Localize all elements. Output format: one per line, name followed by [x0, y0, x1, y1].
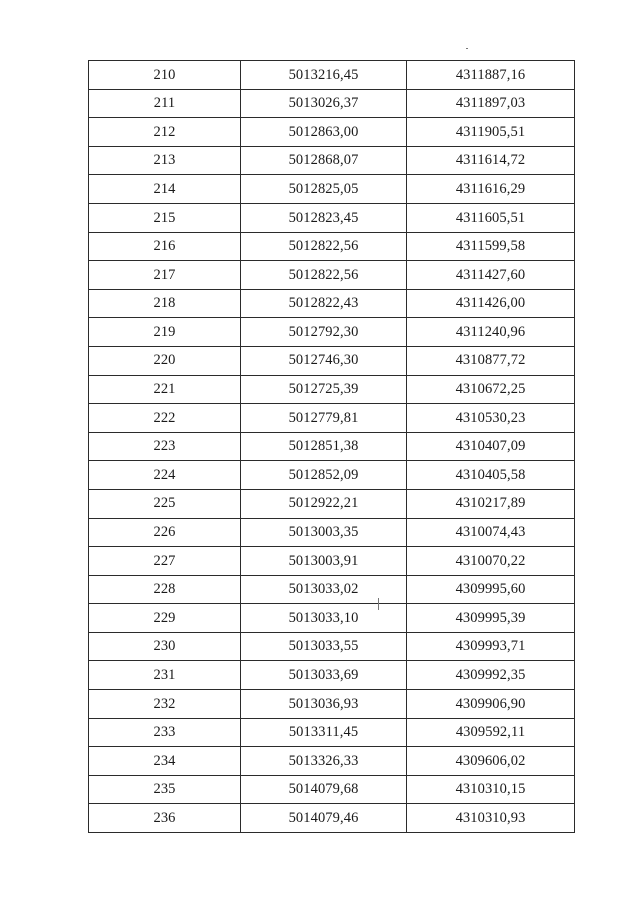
table-row	[89, 804, 575, 833]
x-coordinate-cell: 5012779,81	[241, 404, 407, 433]
x-coordinate-cell: 5013033,10	[241, 604, 407, 633]
x-coordinate-cell: 5012922,21	[241, 489, 407, 518]
x-coordinate-cell: 5012822,56	[241, 232, 407, 261]
point-number-cell: 222	[89, 404, 241, 433]
x-coordinate-cell: 5013003,35	[241, 518, 407, 547]
point-number-cell: 235	[89, 775, 241, 804]
y-coordinate-cell: 4311616,29	[407, 175, 575, 204]
y-coordinate-cell: 4310877,72	[407, 346, 575, 375]
y-coordinate-cell: 4310530,23	[407, 404, 575, 433]
y-coordinate-cell: 4311887,16	[407, 61, 575, 90]
x-coordinate-cell: 5013326,33	[241, 747, 407, 776]
table-row	[89, 261, 575, 290]
x-coordinate-cell: 5013033,02	[241, 575, 407, 604]
table-row	[89, 175, 575, 204]
y-coordinate-cell: 4309993,71	[407, 632, 575, 661]
y-coordinate-cell: 4310310,93	[407, 804, 575, 833]
point-number-cell: 225	[89, 489, 241, 518]
point-number-cell: 218	[89, 289, 241, 318]
x-coordinate-cell: 5012851,38	[241, 432, 407, 461]
x-coordinate-cell: 5012792,30	[241, 318, 407, 347]
table-row	[89, 404, 575, 433]
point-number-cell: 213	[89, 146, 241, 175]
point-number-cell: 219	[89, 318, 241, 347]
y-coordinate-cell: 4309906,90	[407, 690, 575, 719]
point-number-cell: 214	[89, 175, 241, 204]
point-number-cell: 236	[89, 804, 241, 833]
x-coordinate-cell: 5012822,43	[241, 289, 407, 318]
point-number-cell: 223	[89, 432, 241, 461]
x-coordinate-cell: 5013311,45	[241, 718, 407, 747]
table-row	[89, 461, 575, 490]
y-coordinate-cell: 4310070,22	[407, 547, 575, 576]
point-number-cell: 217	[89, 261, 241, 290]
y-coordinate-cell: 4311426,00	[407, 289, 575, 318]
point-number-cell: 234	[89, 747, 241, 776]
x-coordinate-cell: 5013033,69	[241, 661, 407, 690]
coordinates-table-body	[89, 61, 575, 833]
x-coordinate-cell: 5012725,39	[241, 375, 407, 404]
table-row	[89, 61, 575, 90]
table-row	[89, 289, 575, 318]
scan-mark	[378, 598, 379, 610]
point-number-cell: 231	[89, 661, 241, 690]
scan-mark	[466, 48, 468, 49]
point-number-cell: 211	[89, 89, 241, 118]
y-coordinate-cell: 4311897,03	[407, 89, 575, 118]
table-row	[89, 518, 575, 547]
y-coordinate-cell: 4311427,60	[407, 261, 575, 290]
table-row	[89, 118, 575, 147]
x-coordinate-cell: 5013036,93	[241, 690, 407, 719]
x-coordinate-cell: 5013003,91	[241, 547, 407, 576]
point-number-cell: 227	[89, 547, 241, 576]
x-coordinate-cell: 5014079,68	[241, 775, 407, 804]
x-coordinate-cell: 5013026,37	[241, 89, 407, 118]
table-row	[89, 661, 575, 690]
y-coordinate-cell: 4310407,09	[407, 432, 575, 461]
y-coordinate-cell: 4309992,35	[407, 661, 575, 690]
table-row	[89, 604, 575, 633]
point-number-cell: 233	[89, 718, 241, 747]
y-coordinate-cell: 4309995,39	[407, 604, 575, 633]
y-coordinate-cell: 4311240,96	[407, 318, 575, 347]
point-number-cell: 216	[89, 232, 241, 261]
x-coordinate-cell: 5012868,07	[241, 146, 407, 175]
y-coordinate-cell: 4310217,89	[407, 489, 575, 518]
table-row	[89, 375, 575, 404]
table-row	[89, 432, 575, 461]
table-row	[89, 203, 575, 232]
table-row	[89, 232, 575, 261]
table-row	[89, 775, 575, 804]
y-coordinate-cell: 4310672,25	[407, 375, 575, 404]
y-coordinate-cell: 4311599,58	[407, 232, 575, 261]
table-row	[89, 547, 575, 576]
table-row	[89, 318, 575, 347]
point-number-cell: 215	[89, 203, 241, 232]
x-coordinate-cell: 5014079,46	[241, 804, 407, 833]
y-coordinate-cell: 4311614,72	[407, 146, 575, 175]
point-number-cell: 224	[89, 461, 241, 490]
x-coordinate-cell: 5012823,45	[241, 203, 407, 232]
x-coordinate-cell: 5012746,30	[241, 346, 407, 375]
table-row	[89, 489, 575, 518]
point-number-cell: 212	[89, 118, 241, 147]
point-number-cell: 232	[89, 690, 241, 719]
y-coordinate-cell: 4309592,11	[407, 718, 575, 747]
y-coordinate-cell: 4310074,43	[407, 518, 575, 547]
point-number-cell: 228	[89, 575, 241, 604]
table-row	[89, 632, 575, 661]
point-number-cell: 221	[89, 375, 241, 404]
point-number-cell: 230	[89, 632, 241, 661]
x-coordinate-cell: 5012822,56	[241, 261, 407, 290]
y-coordinate-cell: 4309995,60	[407, 575, 575, 604]
point-number-cell: 210	[89, 61, 241, 90]
x-coordinate-cell: 5013033,55	[241, 632, 407, 661]
x-coordinate-cell: 5012863,00	[241, 118, 407, 147]
x-coordinate-cell: 5012825,05	[241, 175, 407, 204]
point-number-cell: 220	[89, 346, 241, 375]
y-coordinate-cell: 4310310,15	[407, 775, 575, 804]
x-coordinate-cell: 5013216,45	[241, 61, 407, 90]
y-coordinate-cell: 4311605,51	[407, 203, 575, 232]
table-row	[89, 346, 575, 375]
point-number-cell: 226	[89, 518, 241, 547]
x-coordinate-cell: 5012852,09	[241, 461, 407, 490]
table-row	[89, 89, 575, 118]
point-number-cell: 229	[89, 604, 241, 633]
coordinates-table	[88, 60, 575, 833]
table-row	[89, 690, 575, 719]
table-row	[89, 747, 575, 776]
table-row	[89, 718, 575, 747]
table-row	[89, 146, 575, 175]
y-coordinate-cell: 4309606,02	[407, 747, 575, 776]
y-coordinate-cell: 4310405,58	[407, 461, 575, 490]
table-row	[89, 575, 575, 604]
y-coordinate-cell: 4311905,51	[407, 118, 575, 147]
